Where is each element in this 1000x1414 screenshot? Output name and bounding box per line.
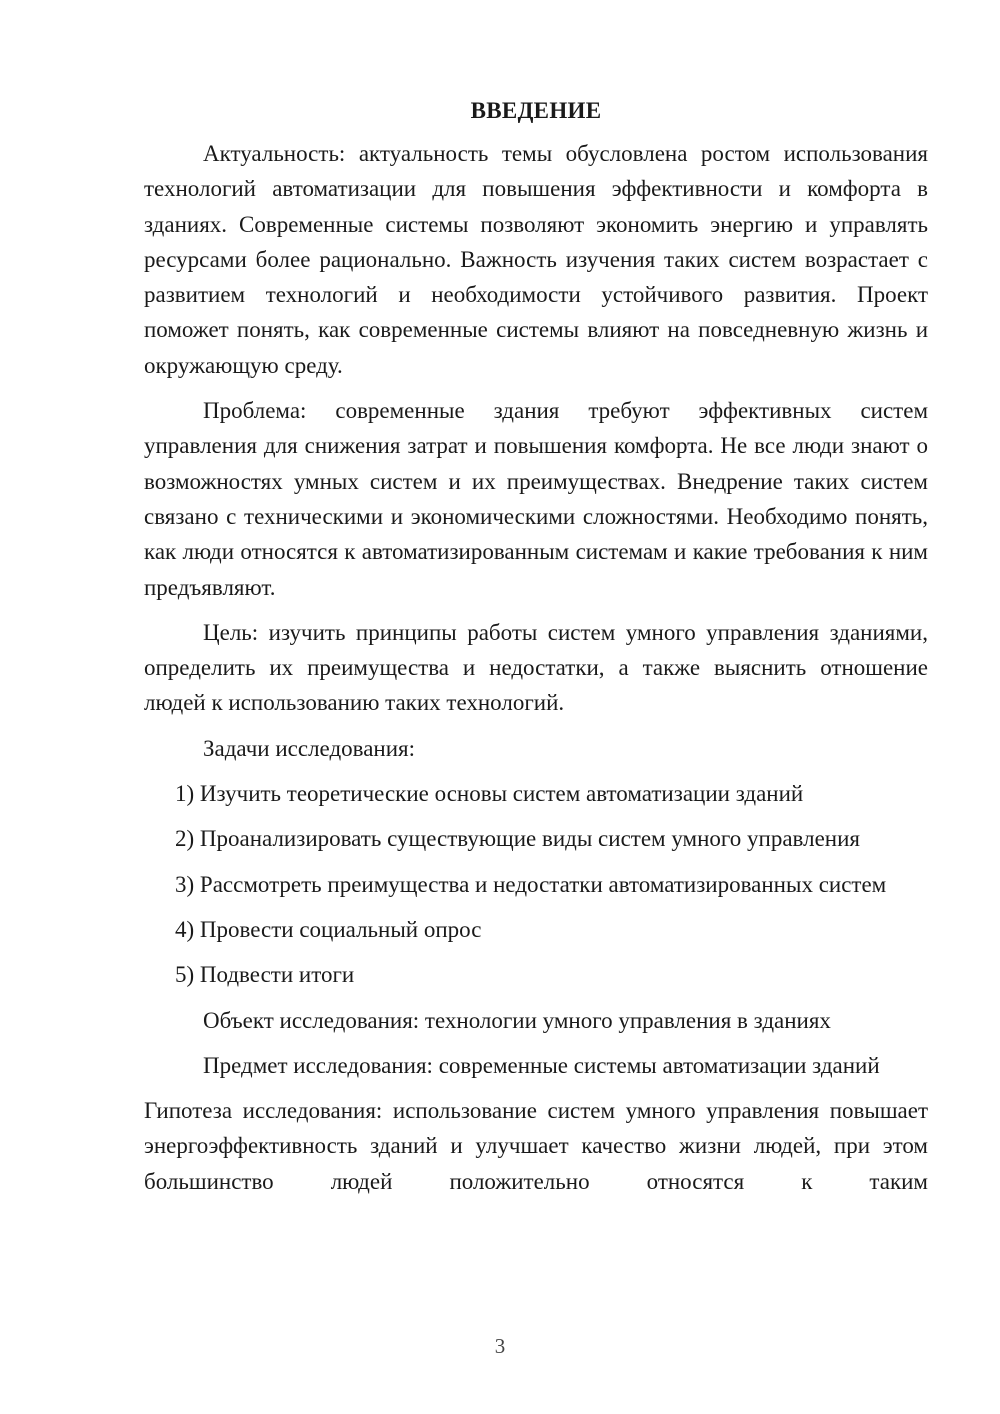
hypothesis-paragraph: Гипотеза исследования: использование систем умного управления повышает энергоэффективность зданий и улучшает качество жизни людей, при этом большинство людей положительно относятся к таким bbox=[144, 1098, 928, 1194]
goal-paragraph: Цель: изучить принципы работы систем умного управления зданиями, определить их преимущества и недостатки, а также выяснить отношение людей к использованию таких технологий. bbox=[144, 619, 928, 716]
problem-paragraph: Проблема: современные здания требуют эффективных систем управления для снижения затрат и повышения комфорта. Не все люди знают о возможностях умных систем и их преимуществах. Внедрение таких систем связано с техническими и экономическими сложностями. Необходимо понять, как люди относятся к автоматизированным системам и какие требования к ним предъявляют. bbox=[144, 398, 928, 600]
task-item-1: 1) Изучить теоретические основы систем автоматизации зданий bbox=[175, 781, 804, 807]
page-number: 3 bbox=[494, 1334, 506, 1358]
relevance-paragraph: Актуальность: актуальность темы обусловлена ростом использования технологий автоматизации для повышения эффективности и комфорта в зданиях. Современные системы позволяют экономить энергию и управлять ресурсами более рационально. Важность изучения таких систем возрастает с развитием технологий и необходимости устойчивого развития. Проект поможет понять, как современные системы влияют на повседневную жизнь и окружающую среду. bbox=[144, 141, 928, 378]
task-item-3: 3) Рассмотреть преимущества и недостатки автоматизированных систем bbox=[175, 871, 887, 897]
task-item-4: 4) Провести социальный опрос bbox=[175, 916, 482, 942]
research-subject-paragraph: Предмет исследования: современные системы автоматизации зданий bbox=[203, 1052, 880, 1078]
tasks-heading: Задачи исследования: bbox=[203, 735, 416, 761]
page-title: ВВЕДЕНИЕ bbox=[470, 98, 602, 123]
task-item-2: 2) Проанализировать существующие виды систем умного управления bbox=[175, 826, 860, 852]
research-object-paragraph: Объект исследования: технологии умного управления в зданиях bbox=[203, 1007, 831, 1033]
task-item-5: 5) Подвести итоги bbox=[175, 962, 355, 988]
document-page bbox=[144, 96, 928, 1199]
